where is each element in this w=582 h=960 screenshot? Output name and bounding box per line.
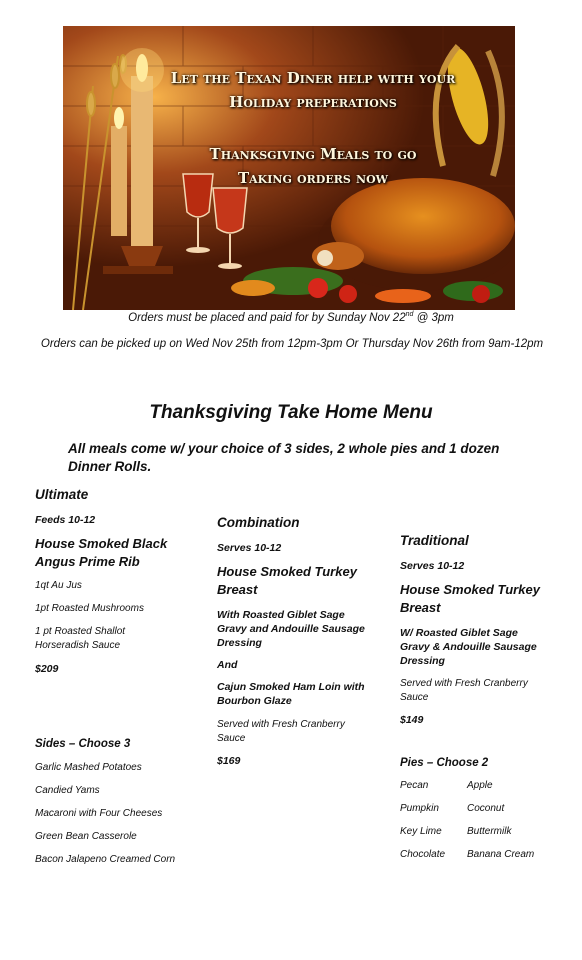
side-item: Bacon Jalapeno Creamed Corn: [35, 854, 176, 865]
menu-intro: All meals come w/ your choice of 3 sides, 2 whole pies and 1 dozen Dinner Rolls.: [68, 441, 500, 474]
traditional-item-2: Served with Fresh Cranberry Sauce: [400, 678, 528, 703]
traditional-meal: [400, 533, 550, 726]
menu-title: Thanksgiving Take Home Menu: [149, 402, 433, 423]
pie-item: Pecan: [400, 780, 429, 791]
combination-item-3: Served with Fresh Cranberry Sauce: [217, 719, 345, 744]
pie-item: Banana Cream: [467, 849, 535, 860]
traditional-price: $149: [400, 714, 424, 726]
pie-row: [400, 826, 560, 837]
banner-line-4: Taking orders now: [237, 169, 389, 187]
traditional-title: House Smoked Turkey Breast: [400, 582, 540, 615]
ultimate-title: House Smoked Black Angus Prime Rib: [35, 536, 168, 569]
order-deadline-superscript: nd: [405, 311, 414, 318]
ultimate-heading: Ultimate: [35, 487, 89, 502]
pie-item: Buttermilk: [467, 826, 512, 837]
side-item: Green Bean Casserole: [35, 831, 137, 842]
pie-row: [400, 849, 560, 860]
combination-meal: [217, 515, 367, 767]
pie-item: Pumpkin: [400, 803, 439, 814]
combination-item-2: Cajun Smoked Ham Loin with Bourbon Glaze: [217, 681, 365, 707]
ultimate-meal: [35, 487, 185, 675]
sides-section: [35, 738, 205, 867]
order-deadline-time: @ 3pm: [413, 311, 454, 324]
pie-item: Coconut: [467, 803, 505, 814]
pie-item: Key Lime: [400, 826, 442, 837]
combination-title: House Smoked Turkey Breast: [217, 564, 357, 597]
ultimate-item-3: 1 pt Roasted Shallot Horseradish Sauce: [35, 626, 126, 651]
banner-line-2: Holiday preperations: [229, 93, 397, 111]
pies-heading: Pies – Choose 2: [400, 757, 489, 769]
traditional-heading: Traditional: [400, 533, 469, 548]
order-deadline-note: [0, 311, 582, 324]
pie-row: [400, 780, 560, 791]
combination-heading: Combination: [217, 515, 300, 530]
order-deadline-text: Orders must be placed and paid for by Sunday Nov 22: [128, 311, 406, 324]
traditional-item-1: W/ Roasted Giblet Sage Gravy & Andouille Sausage Dressing: [400, 627, 537, 667]
pickup-note: Orders can be picked up on Wed Nov 25th from 12pm-3pm Or Thursday Nov 26th from 9am-12pm: [40, 338, 544, 350]
ultimate-item-2: 1pt Roasted Mushrooms: [35, 603, 144, 614]
ultimate-item-1: 1qt Au Jus: [35, 580, 82, 591]
ultimate-price: $209: [35, 663, 59, 675]
ultimate-serves: Feeds 10-12: [35, 514, 96, 526]
banner-headline: [163, 66, 463, 114]
banner-line-3: Thanksgiving Meals to go: [209, 145, 417, 163]
holiday-banner: [63, 26, 515, 310]
combination-serves: Serves 10-12: [217, 542, 282, 554]
combination-price: $169: [217, 755, 241, 767]
banner-line-1: Let the Texan Diner help with your: [170, 69, 456, 87]
combination-and: And: [217, 659, 238, 671]
side-item: Garlic Mashed Potatoes: [35, 762, 142, 773]
pies-section: [400, 757, 560, 860]
side-item: Candied Yams: [35, 785, 100, 796]
side-item: Macaroni with Four Cheeses: [35, 808, 163, 819]
traditional-serves: Serves 10-12: [400, 560, 465, 572]
sides-heading: Sides – Choose 3: [35, 738, 131, 750]
combination-item-1: With Roasted Giblet Sage Gravy and Andouille Sausage Dressing: [217, 609, 365, 649]
pie-row: [400, 803, 560, 814]
banner-subheadline: [163, 142, 463, 190]
pie-item: Chocolate: [400, 849, 446, 860]
pie-item: Apple: [467, 780, 493, 791]
